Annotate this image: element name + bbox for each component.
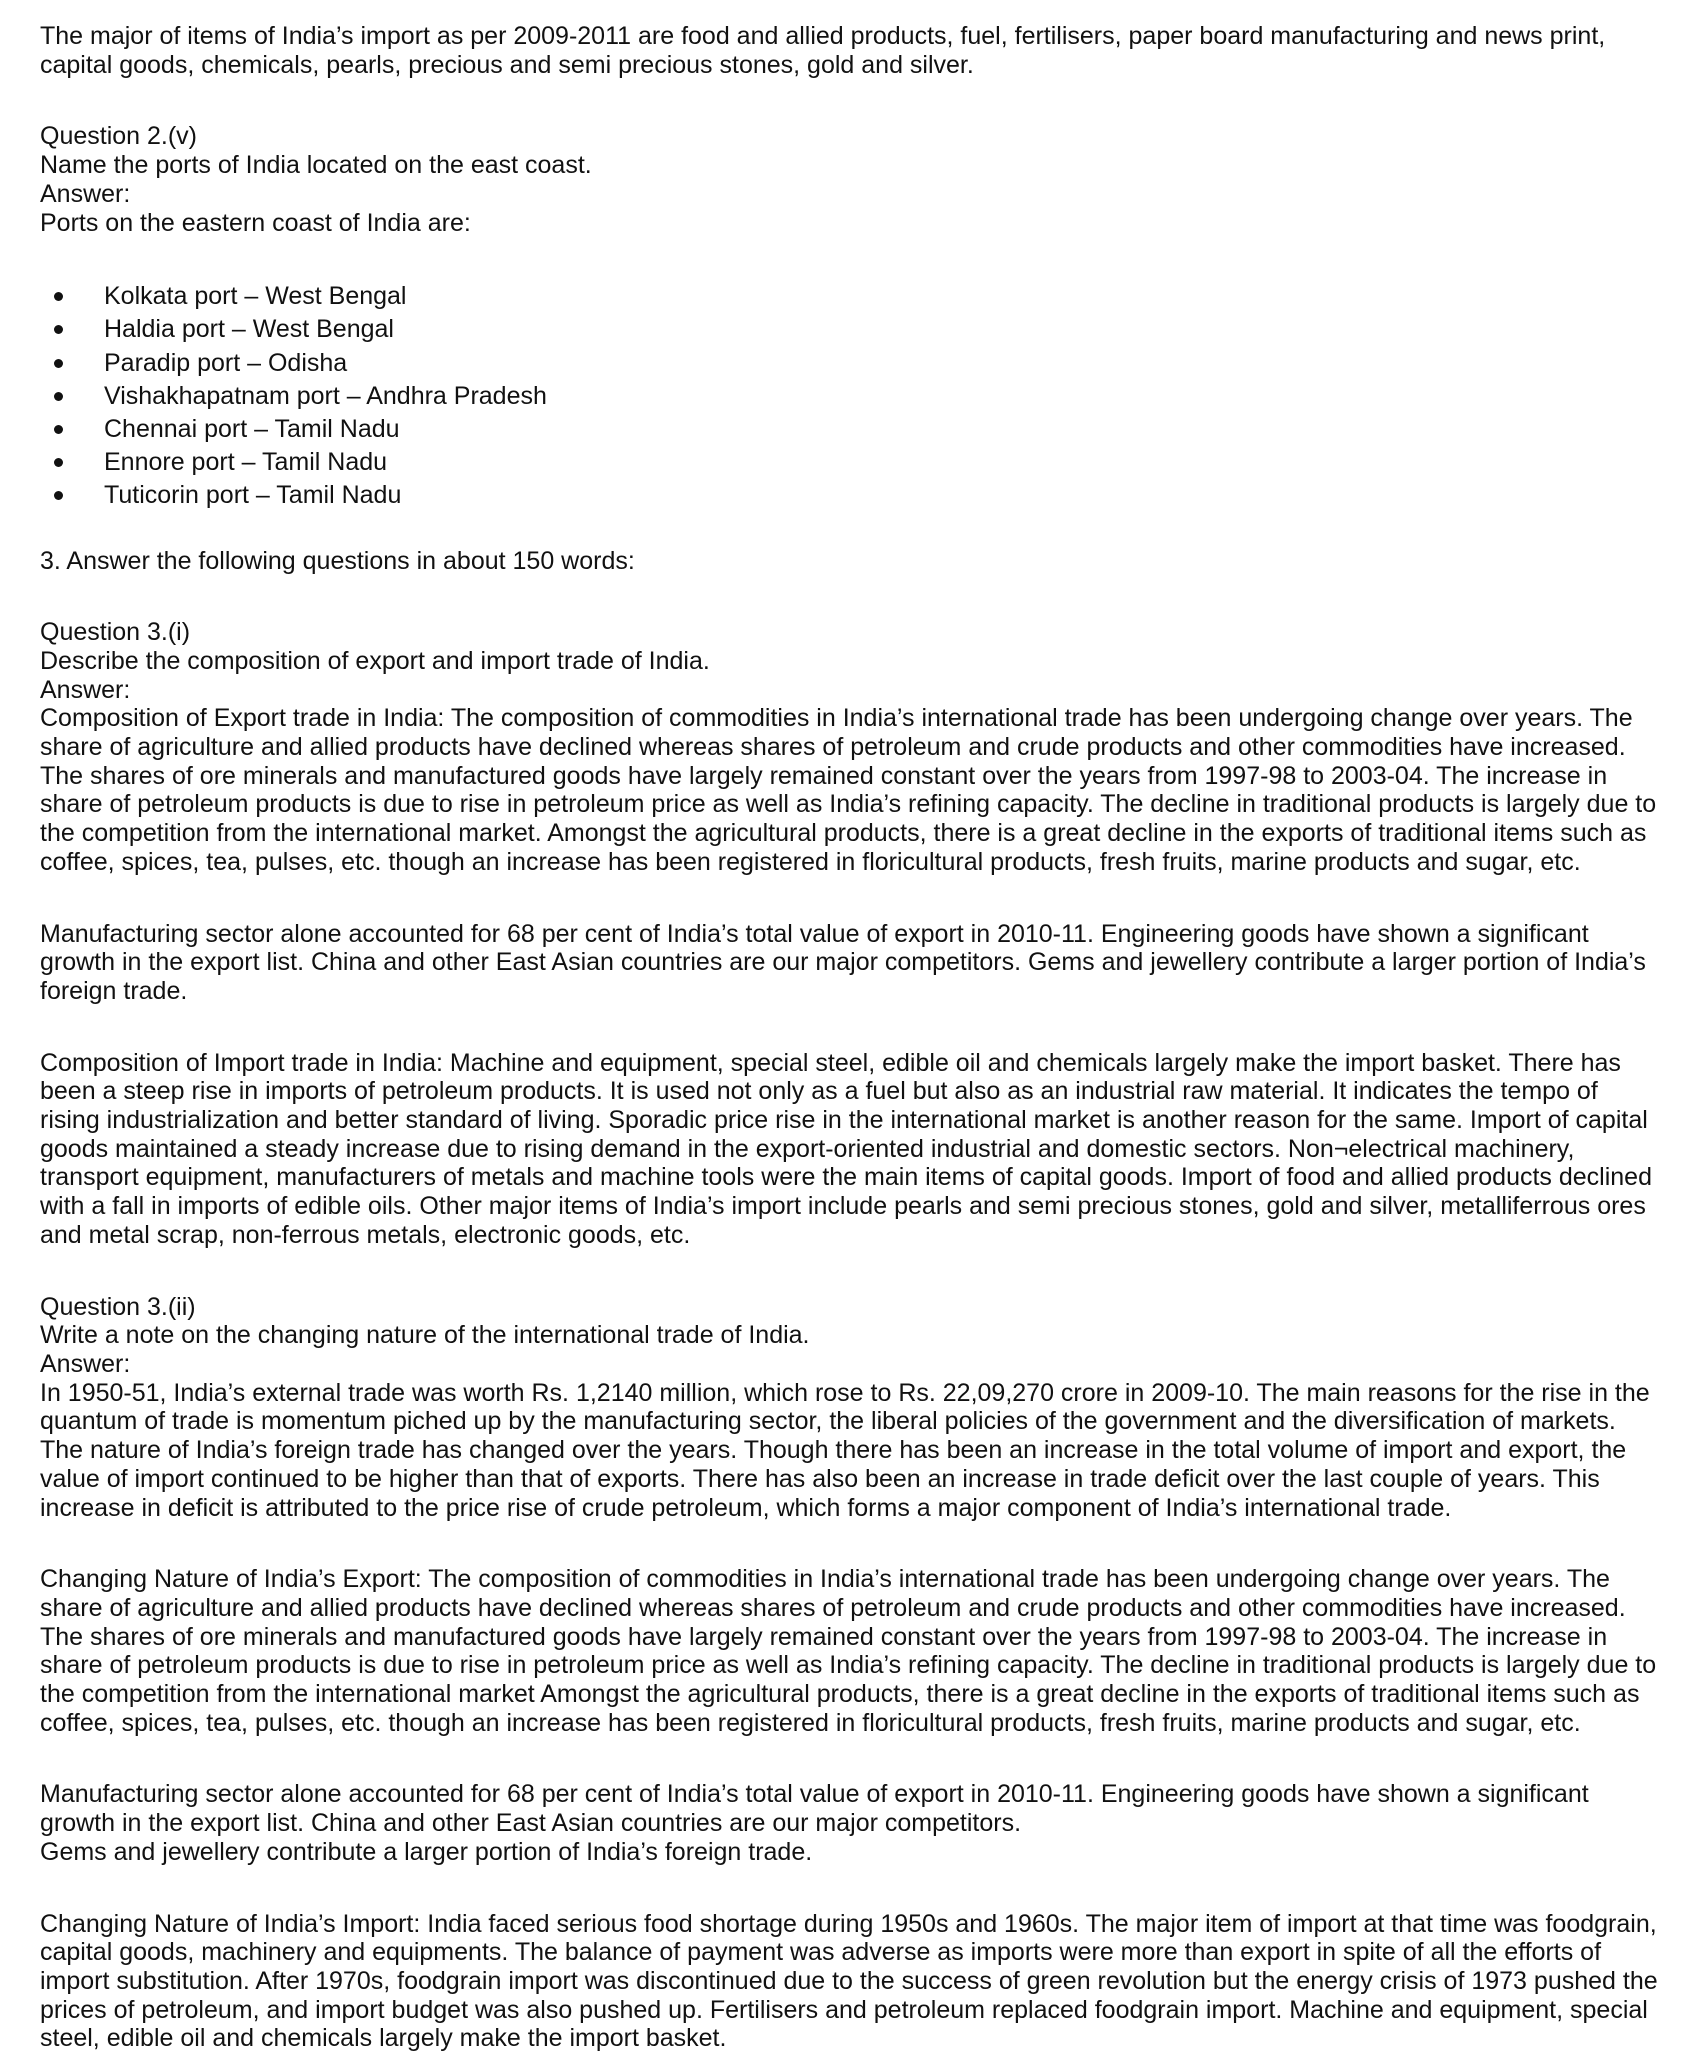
question-heading: Question 3.(i) bbox=[40, 618, 191, 647]
list-item-label: Ennore port – Tamil Nadu bbox=[104, 448, 388, 477]
text-line: Manufacturing sector alone accounted for 68 per cent of India’s total value of export in 2010-11. Engineering goods have shown a significant bbox=[40, 1780, 1589, 1809]
intro-paragraph bbox=[40, 22, 1670, 79]
bullet-icon bbox=[54, 325, 63, 334]
list-item bbox=[40, 313, 1670, 346]
bullet-icon bbox=[54, 458, 63, 467]
text-line: share of agriculture and allied products have declined whereas shares of petroleum and crude products and other commodities have increased. bbox=[40, 733, 1626, 762]
question-text: Name the ports of India located on the east coast. bbox=[40, 151, 592, 180]
bullet-icon bbox=[54, 491, 63, 500]
list-item-label: Tuticorin port – Tamil Nadu bbox=[104, 481, 402, 510]
bullet-icon bbox=[54, 359, 63, 368]
text-line: Changing Nature of India’s Export: The composition of commodities in India’s international trade has been undergoing change over years. The bbox=[40, 1565, 1610, 1594]
text-line: growth in the export list. China and other East Asian countries are our major competitors. bbox=[40, 1809, 1022, 1838]
text-line: Gems and jewellery contribute a larger portion of India’s foreign trade. bbox=[40, 1837, 813, 1866]
answer-paragraph bbox=[40, 1565, 1670, 1737]
text-line: coffee, spices, tea, pulses, etc. though an increase has been registered in floricultural products, fresh fruits, marine products and sugar, etc. bbox=[40, 1708, 1581, 1737]
list-item bbox=[40, 413, 1670, 446]
answer-label: Answer: bbox=[40, 179, 131, 208]
question-text: Write a note on the changing nature of the international trade of India. bbox=[40, 1321, 810, 1350]
text-line: been a steep rise in imports of petroleum products. It is used not only as a fuel but also as an industrial raw material. It indicates the tempo of bbox=[40, 1077, 1598, 1106]
text-line: rising industrialization and better standard of living. Sporadic price rise in the international market is another reason for the same. Import of capital bbox=[40, 1106, 1648, 1135]
question-3i bbox=[40, 618, 1670, 876]
text-line: Composition of Import trade in India: Machine and equipment, special steel, edible oil and chemicals largely make the import basket. There has bbox=[40, 1048, 1621, 1077]
list-item-label: Chennai port – Tamil Nadu bbox=[104, 414, 400, 443]
list-item bbox=[40, 446, 1670, 479]
text-line: share of agriculture and allied products have declined whereas shares of petroleum and crude products and other commodities have increased. bbox=[40, 1593, 1626, 1622]
text-line: The nature of India’s foreign trade has changed over the years. Though there has been an increase in the total volume of import and export, the bbox=[40, 1436, 1627, 1465]
list-item-label: Haldia port – West Bengal bbox=[104, 315, 394, 344]
answer-paragraph bbox=[40, 1049, 1670, 1250]
question-heading: Question 2.(v) bbox=[40, 122, 198, 151]
list-item bbox=[40, 380, 1670, 413]
text-line: Changing Nature of India’s Import: India faced serious food shortage during 1950s and 1960s. The major item of import at that time was foodgrain, bbox=[40, 1909, 1657, 1938]
answer-paragraph bbox=[40, 704, 1670, 876]
bullet-icon bbox=[54, 425, 63, 434]
text-line: increase in deficit is attributed to the price rise of crude petroleum, which forms a major component of India’s international trade. bbox=[40, 1493, 1452, 1522]
text-line: and metal scrap, non-ferrous metals, electronic goods, etc. bbox=[40, 1220, 691, 1249]
answer-lead: Ports on the eastern coast of India are: bbox=[40, 208, 471, 237]
section-heading: 3. Answer the following questions in about 150 words: bbox=[40, 546, 635, 575]
answer-paragraph bbox=[40, 1780, 1670, 1866]
text-line: capital goods, chemicals, pearls, precious and semi precious stones, gold and silver. bbox=[40, 50, 974, 79]
list-item-label: Paradip port – Odisha bbox=[104, 348, 348, 377]
text-line: steel, edible oil and chemicals largely make the import basket. bbox=[40, 2024, 727, 2053]
question-3ii bbox=[40, 1293, 1670, 1523]
text-line: The major of items of India’s import as per 2009-2011 are food and allied products, fuel, fertilisers, paper board manufacturing and news print, bbox=[40, 22, 1606, 50]
document-page bbox=[40, 22, 1670, 2053]
text-line: growth in the export list. China and other East Asian countries are our major competitors. Gems and jewellery contribute a larger portion of India’s bbox=[40, 948, 1646, 977]
text-line: Manufacturing sector alone accounted for 68 per cent of India’s total value of export in 2010-11. Engineering goods have shown a significant bbox=[40, 919, 1589, 948]
bullet-icon bbox=[54, 292, 63, 301]
text-line: The shares of ore minerals and manufactured goods have largely remained constant over the years from 1997-98 to 2003-04. The increase in bbox=[40, 1622, 1608, 1651]
text-line: prices of petroleum, and import budget was also pushed up. Fertilisers and petroleum replaced foodgrain import. Machine and equipment, special bbox=[40, 1995, 1648, 2024]
text-line: the competition from the international market Amongst the agricultural products, there is a great decline in the exports of traditional items such as bbox=[40, 1680, 1640, 1709]
text-line: share of petroleum products is due to rise in petroleum price as well as India’s refining capacity. The decline in traditional products is largely due to bbox=[40, 790, 1657, 819]
text-line: transport equipment, manufacturers of metals and machine tools were the main items of capital goods. Import of food and allied products declined bbox=[40, 1163, 1652, 1192]
answer-label: Answer: bbox=[40, 675, 131, 704]
text-line: share of petroleum products is due to rise in petroleum price as well as India’s refining capacity. The decline in traditional products is largely due to bbox=[40, 1651, 1657, 1680]
text-line: The shares of ore minerals and manufactured goods have largely remained constant over the years from 1997-98 to 2003-04. The increase in bbox=[40, 761, 1608, 790]
text-line: coffee, spices, tea, pulses, etc. though an increase has been registered in floricultural products, fresh fruits, marine products and sugar, etc. bbox=[40, 847, 1581, 876]
text-line: import substitution. After 1970s, foodgrain import was discontinued due to the success of green revolution but the energy crisis of 1973 pushed the bbox=[40, 1966, 1658, 1995]
list-item bbox=[40, 479, 1670, 512]
text-line: foreign trade. bbox=[40, 976, 188, 1005]
list-item-label: Kolkata port – West Bengal bbox=[104, 282, 407, 311]
text-line: quantum of trade is momentum piched up by the manufacturing sector, the liberal policies of the government and the diversification of markets. bbox=[40, 1407, 1616, 1436]
answer-label: Answer: bbox=[40, 1350, 131, 1378]
question-2v bbox=[40, 122, 1670, 237]
text-line: the competition from the international market. Amongst the agricultural products, there is a great decline in the exports of traditional items such as bbox=[40, 819, 1647, 848]
text-line: capital goods, machinery and equipments. The balance of payment was adverse as imports were more than export in spite of all the efforts of bbox=[40, 1938, 1602, 1967]
text-line: Composition of Export trade in India: The composition of commodities in India’s international trade has been undergoing change over years. The bbox=[40, 704, 1633, 733]
answer-paragraph bbox=[40, 1379, 1670, 1523]
list-item bbox=[40, 280, 1670, 313]
list-item-label: Vishakhapatnam port – Andhra Pradesh bbox=[104, 381, 547, 410]
text-line: goods maintained a steady increase due to rising demand in the export-oriented industrial and domestic sectors. Non¬electrical machinery, bbox=[40, 1134, 1575, 1163]
question-heading: Question 3.(ii) bbox=[40, 1292, 196, 1321]
text-line: In 1950-51, India’s external trade was worth Rs. 1,2140 million, which rose to Rs. 22,09,270 crore in 2009-10. The main reasons for the rise in the bbox=[40, 1378, 1650, 1407]
answer-paragraph bbox=[40, 1910, 1670, 2054]
answer-paragraph bbox=[40, 920, 1670, 1006]
text-line: with a fall in imports of edible oils. Other major items of India’s import include pearls and semi precious stones, gold and silver, metalliferrous ores bbox=[40, 1192, 1646, 1221]
text-line: value of import continued to be higher than that of exports. There has also been an increase in trade deficit over the last couple of years. This bbox=[40, 1464, 1600, 1493]
list-item bbox=[40, 347, 1670, 380]
ports-list bbox=[40, 280, 1670, 512]
question-text: Describe the composition of export and import trade of India. bbox=[40, 646, 710, 675]
bullet-icon bbox=[54, 392, 63, 401]
